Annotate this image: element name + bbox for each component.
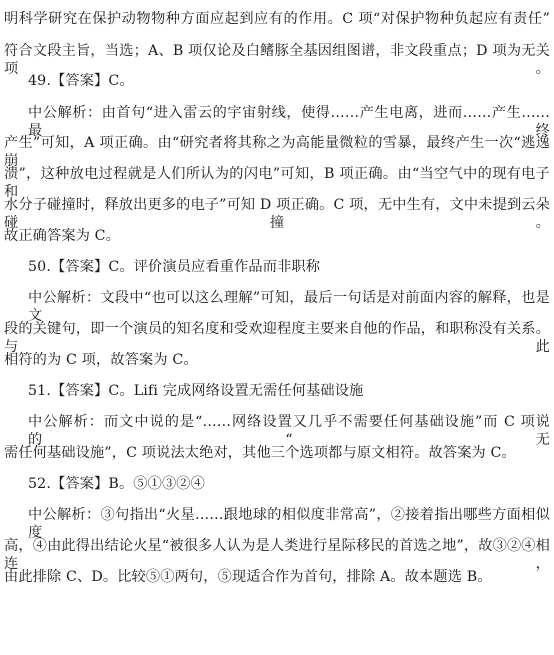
paragraph-line: 中公解析：③句指出“火星……跟地球的相似度非常高”，②接着指出哪些方面相似度 xyxy=(28,507,550,541)
paragraph-line: 产生”可知，A 项正确。由“研究者将其称之为高能量微粒的雪暴，最终产生一次“逃逸崩 xyxy=(4,135,550,169)
paragraph-line: 相符的为 C 项，故答案为 C。 xyxy=(4,352,198,368)
paragraph-line: 由此排除 C、D。比较⑤①两句，⑤现适合作为首句，排除 A。故本题选 B。 xyxy=(4,569,492,585)
paragraph-line: 明科学研究在保护动物物种方面应起到应有的作用。C 项“对保护物种负起应有责任” xyxy=(4,11,550,27)
paragraph-line: 溃”，这种放电过程就是人们所认为的闪电”可知，B 项正确。由“当空气中的现有电子和 xyxy=(4,166,550,200)
paragraph-line: 故正确答案为 C。 xyxy=(4,228,121,244)
paragraph-line: 高，④由此得出结论火星“被很多人认为是人类进行星际移民的首选之地”，故③②④相连， xyxy=(4,538,550,572)
paragraph-line: 中公解析：由首句“进入雷云的宇宙射线，使得……产生电离，进而……产生……最终 xyxy=(28,105,550,139)
answer-heading-51: 51.【答案】C。Lifi 完成网络设置无需任何基础设施 xyxy=(28,383,364,399)
answer-heading-50: 50.【答案】C。评价演员应看重作品而非职称 xyxy=(28,259,321,275)
paragraph-line: 需任何基础设施”，C 项说法太绝对，其他三个选项都与原文相符。故答案为 C。 xyxy=(4,445,516,461)
answer-heading-52: 52.【答案】B。⑤①③②④ xyxy=(28,476,205,492)
paragraph-line: 符合文段主旨，当选；A、B 项仅论及白鳍豚全基因组图谱，非文段重点；D 项为无关项。 xyxy=(4,43,550,77)
paragraph-line: 中公解析：文段中“也可以这么理解”可知，最后一句话是对前面内容的解释，也是文 xyxy=(28,290,550,324)
paragraph-line: 段的关键句，即一个演员的知名度和受欢迎程度主要来自他的作品，和职称没有关系。与此 xyxy=(4,321,550,355)
answer-heading-49: 49.【答案】C。 xyxy=(28,73,134,89)
paragraph-line: 中公解析：而文中说的是“……网络设置又几乎不需要任何基础设施”而 C 项说的“无 xyxy=(28,414,550,448)
paragraph-line: 水分子碰撞时，释放出更多的电子”可知 D 项正确。C 项，无中生有，文中未提到云朵碰撞。 xyxy=(4,197,550,231)
